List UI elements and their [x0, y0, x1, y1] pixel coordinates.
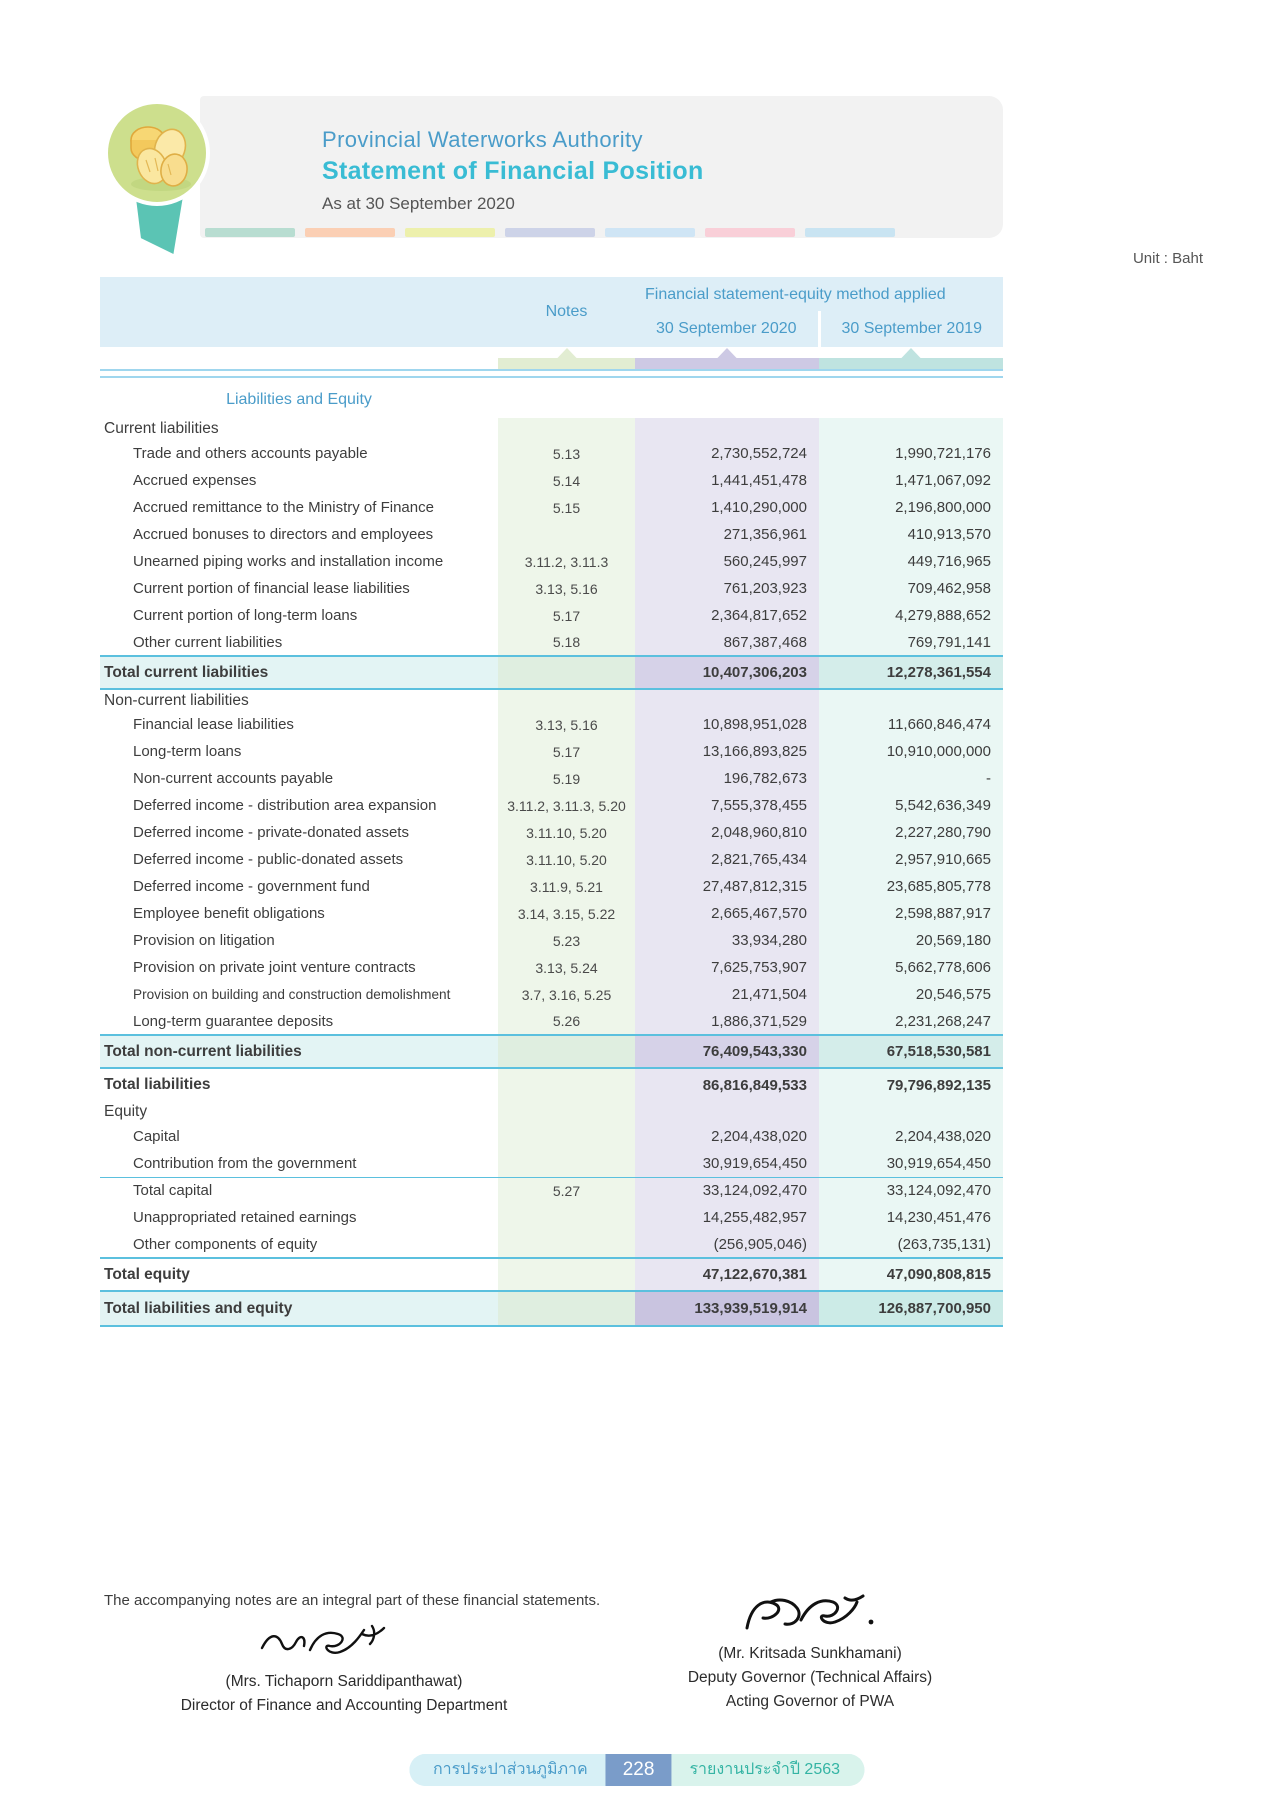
row-value-2020: 271,356,961 [635, 521, 819, 548]
row-notes: 5.14 [498, 467, 635, 494]
table-row [100, 819, 1003, 846]
row-label: Current portion of financial lease liabilities [133, 580, 410, 597]
row-notes: 5.27 [498, 1177, 635, 1204]
row-value-2020: 13,166,893,825 [635, 738, 819, 765]
row-label: Accrued bonuses to directors and employees [133, 526, 434, 543]
total-notes [498, 1258, 635, 1291]
row-notes: 5.17 [498, 738, 635, 765]
row-notes [498, 1204, 635, 1231]
section-title-row [100, 377, 1003, 418]
row-notes: 3.11.10, 5.20 [498, 819, 635, 846]
section-title-notes-pad [498, 377, 635, 418]
row-value-2019: 11,660,846,474 [819, 711, 1003, 738]
total-non-current-liabilities-row [100, 1035, 1003, 1068]
table-row [100, 981, 1003, 1008]
row-notes: 5.19 [498, 765, 635, 792]
total-equity-row [100, 1258, 1003, 1291]
row-value-2020: 14,255,482,957 [635, 1204, 819, 1231]
header-underline-rule [100, 370, 1003, 377]
row-value-2019: (263,735,131) [819, 1231, 1003, 1258]
header-year-2019: 30 September 2019 [819, 311, 1003, 347]
group-heading-v1 [635, 689, 819, 711]
row-label: Deferred income - government fund [133, 878, 370, 895]
row-value-2019: 410,913,570 [819, 521, 1003, 548]
row-value-2020: 196,782,673 [635, 765, 819, 792]
total-value-2020: 86,816,849,533 [635, 1068, 819, 1101]
table-row [100, 602, 1003, 629]
row-label: Deferred income - distribution area expansion [133, 797, 437, 814]
total-notes [498, 656, 635, 689]
table-row [100, 521, 1003, 548]
row-value-2019: 4,279,888,652 [819, 602, 1003, 629]
tab-2020 [635, 347, 819, 370]
row-value-2019: 1,990,721,176 [819, 440, 1003, 467]
row-notes: 3.13, 5.16 [498, 575, 635, 602]
row-value-2019: 23,685,805,778 [819, 873, 1003, 900]
row-label: Unearned piping works and installation income [133, 553, 444, 570]
grand-total-notes [498, 1291, 635, 1326]
financial-position-table [100, 277, 1003, 1327]
table-row [100, 954, 1003, 981]
signature-mark-right [600, 1600, 1020, 1642]
signatory-name-left: (Mrs. Tichaporn Sariddipanthawat) [225, 1673, 463, 1690]
row-value-2019: 20,546,575 [819, 981, 1003, 1008]
row-label: Long-term loans [133, 743, 242, 760]
row-label: Employee benefit obligations [133, 905, 325, 922]
accompanying-notes-text: The accompanying notes are an integral part of these financial statements. [104, 1592, 601, 1609]
statement-date: As at 30 September 2020 [322, 194, 515, 214]
row-label: Non-current accounts payable [133, 770, 334, 787]
row-value-2019: 2,957,910,665 [819, 846, 1003, 873]
total-value-2019: 67,518,530,581 [819, 1035, 1003, 1068]
row-label: Total capital [100, 1177, 498, 1204]
header-tab-shapes [100, 347, 1003, 370]
total-value-2019: 47,090,808,815 [819, 1258, 1003, 1291]
table-header-top [100, 277, 1003, 311]
row-value-2020: 2,204,438,020 [635, 1123, 819, 1150]
table-row [100, 1123, 1003, 1150]
group-heading-v2 [819, 1101, 1003, 1123]
table-row [100, 927, 1003, 954]
row-label: Contribution from the government [133, 1154, 357, 1172]
group-heading-notes [498, 1101, 635, 1123]
row-value-2019: 2,227,280,790 [819, 819, 1003, 846]
group-heading-row [100, 689, 1003, 711]
row-value-2020: 761,203,923 [635, 575, 819, 602]
swatch-6 [705, 228, 795, 237]
total-current-liabilities-row [100, 656, 1003, 689]
grand-total-label: Total liabilities and equity [100, 1291, 498, 1326]
table-row [100, 765, 1003, 792]
row-notes: 3.11.2, 3.11.3, 5.20 [498, 792, 635, 819]
row-value-2020: 2,821,765,434 [635, 846, 819, 873]
total-notes [498, 1035, 635, 1068]
row-value-2020: 2,364,817,652 [635, 602, 819, 629]
table-row [100, 846, 1003, 873]
swatch-7 [805, 228, 895, 237]
row-value-2020: 33,124,092,470 [635, 1177, 819, 1204]
row-notes [498, 1150, 635, 1177]
signature-mark-left [104, 1628, 584, 1670]
organization-name: Provincial Waterworks Authority [322, 127, 643, 152]
row-value-2020: 2,665,467,570 [635, 900, 819, 927]
table-row [100, 1204, 1003, 1231]
row-label: Accrued remittance to the Ministry of Finance [133, 499, 434, 516]
row-value-2020: 7,625,753,907 [635, 954, 819, 981]
row-value-2019: 709,462,958 [819, 575, 1003, 602]
row-notes [498, 1231, 635, 1258]
row-label: Unappropriated retained earnings [133, 1209, 357, 1226]
row-notes: 3.13, 5.24 [498, 954, 635, 981]
row-value-2020: 1,410,290,000 [635, 494, 819, 521]
grand-total-value-2020: 133,939,519,914 [635, 1291, 819, 1326]
table-row [100, 1150, 1003, 1177]
group-heading-v2 [819, 689, 1003, 711]
row-value-2019: 30,919,654,450 [819, 1150, 1003, 1177]
row-notes: 5.13 [498, 440, 635, 467]
document-header [100, 96, 1003, 238]
row-value-2020: 2,048,960,810 [635, 819, 819, 846]
row-label: Provision on litigation [133, 932, 275, 949]
header-group-title: Financial statement-equity method applied [635, 277, 1003, 311]
row-value-2020: 1,441,451,478 [635, 467, 819, 494]
row-notes: 5.15 [498, 494, 635, 521]
row-value-2019: 5,542,636,349 [819, 792, 1003, 819]
pwa-logo-pin [100, 96, 218, 256]
total-value-2019: 12,278,361,554 [819, 656, 1003, 689]
group-heading-notes [498, 689, 635, 711]
row-notes: 5.18 [498, 629, 635, 656]
row-label: Capital [133, 1128, 180, 1145]
row-value-2020: 560,245,997 [635, 548, 819, 575]
row-value-2020: 867,387,468 [635, 629, 819, 656]
row-notes: 3.11.10, 5.20 [498, 846, 635, 873]
table-row [100, 738, 1003, 765]
row-notes: 3.11.9, 5.21 [498, 873, 635, 900]
table-row [100, 711, 1003, 738]
row-value-2019: 769,791,141 [819, 629, 1003, 656]
header-year-2020: 30 September 2020 [635, 311, 819, 347]
total-label: Total non-current liabilities [100, 1035, 498, 1068]
row-label: Current portion of long-term loans [133, 607, 358, 624]
group-heading-notes [498, 418, 635, 440]
table-row [100, 467, 1003, 494]
signatory-name-right: (Mr. Kritsada Sunkhamani) [718, 1645, 902, 1662]
row-value-2019: 2,231,268,247 [819, 1008, 1003, 1035]
row-value-2020: 21,471,504 [635, 981, 819, 1008]
table-row [100, 494, 1003, 521]
group-heading-v1 [635, 1101, 819, 1123]
row-label: Accrued expenses [133, 472, 257, 489]
row-notes [498, 1123, 635, 1150]
section-title: Liabilities and Equity [226, 391, 372, 408]
signatory-title-right-1: Deputy Governor (Technical Affairs) [687, 1669, 933, 1687]
blue-double-rule [100, 370, 1003, 377]
tab-blank [100, 347, 498, 370]
page-footer-pill [409, 1754, 864, 1786]
signatory-title-left: Director of Finance and Accounting Department [180, 1697, 508, 1715]
unit-label: Unit : Baht [1132, 250, 1203, 267]
row-value-2019: 5,662,778,606 [819, 954, 1003, 981]
row-label: Other components of equity [133, 1235, 318, 1253]
section-title-v2-pad [819, 377, 1003, 418]
table-row [100, 1231, 1003, 1258]
row-label: Trade and others accounts payable [133, 445, 368, 462]
row-value-2020: 33,934,280 [635, 927, 819, 954]
row-value-2019: 10,910,000,000 [819, 738, 1003, 765]
header-blank-cell [100, 277, 498, 347]
header-notes: Notes [498, 277, 635, 347]
row-notes [498, 521, 635, 548]
tab-notes [498, 347, 635, 370]
table-row [100, 873, 1003, 900]
table-row [100, 440, 1003, 467]
row-value-2019: 33,124,092,470 [819, 1177, 1003, 1204]
row-value-2019: 2,196,800,000 [819, 494, 1003, 521]
group-heading-row [100, 418, 1003, 440]
row-value-2019: 2,598,887,917 [819, 900, 1003, 927]
color-swatch-row [205, 228, 895, 237]
swatch-1 [205, 228, 295, 237]
footer-org-thai: การประปาส่วนภูมิภาค [409, 1754, 606, 1786]
row-notes: 3.13, 5.16 [498, 711, 635, 738]
row-value-2019: 449,716,965 [819, 548, 1003, 575]
swatch-5 [605, 228, 695, 237]
total-liabilities-row [100, 1068, 1003, 1101]
total-value-2020: 47,122,670,381 [635, 1258, 819, 1291]
signature-block-left [104, 1628, 584, 1718]
table-row [100, 548, 1003, 575]
group-heading-non-current-liabilities: Non-current liabilities [104, 691, 249, 709]
row-label: Provision on building and construction demolishment [133, 987, 451, 1002]
row-label: Deferred income - public-donated assets [133, 851, 404, 868]
swatch-3 [405, 228, 495, 237]
signature-block-right [600, 1600, 1020, 1714]
row-label: Other current liabilities [133, 633, 283, 651]
total-value-2019: 79,796,892,135 [819, 1068, 1003, 1101]
row-notes: 3.7, 3.16, 5.25 [498, 981, 635, 1008]
group-heading-row [100, 1101, 1003, 1123]
row-value-2020: 30,919,654,450 [635, 1150, 819, 1177]
total-label: Total liabilities [104, 1076, 211, 1093]
row-value-2020: 2,730,552,724 [635, 440, 819, 467]
page-number: 228 [606, 1754, 672, 1786]
group-heading-v1 [635, 418, 819, 440]
group-heading-current-liabilities: Current liabilities [104, 420, 219, 437]
total-value-2020: 76,409,543,330 [635, 1035, 819, 1068]
table-row [100, 1008, 1003, 1035]
swatch-4 [505, 228, 595, 237]
swatch-2 [305, 228, 395, 237]
row-value-2019: 14,230,451,476 [819, 1204, 1003, 1231]
row-label: Provision on private joint venture contracts [133, 959, 416, 976]
row-value-2020: 27,487,812,315 [635, 873, 819, 900]
row-value-2019: - [819, 765, 1003, 792]
row-value-2020: 1,886,371,529 [635, 1008, 819, 1035]
signatory-title-right-2: Acting Governor of PWA [725, 1693, 895, 1711]
table-row [100, 629, 1003, 656]
coins-icon [104, 100, 210, 206]
row-notes: 5.23 [498, 927, 635, 954]
row-notes: 3.11.2, 3.11.3 [498, 548, 635, 575]
section-title-v1-pad [635, 377, 819, 418]
row-label: Long-term guarantee deposits [133, 1012, 334, 1030]
total-value-2020: 10,407,306,203 [635, 656, 819, 689]
table-row [100, 575, 1003, 602]
total-label: Total equity [100, 1258, 498, 1291]
table-row [100, 900, 1003, 927]
row-value-2020: 7,555,378,455 [635, 792, 819, 819]
total-label: Total current liabilities [100, 656, 498, 689]
group-heading-equity: Equity [104, 1103, 148, 1120]
row-value-2019: 2,204,438,020 [819, 1123, 1003, 1150]
row-notes: 3.14, 3.15, 5.22 [498, 900, 635, 927]
row-notes: 5.17 [498, 602, 635, 629]
page-title: Statement of Financial Position [322, 156, 704, 185]
row-value-2019: 1,471,067,092 [819, 467, 1003, 494]
row-label: Financial lease liabilities [133, 716, 294, 733]
grand-total-row [100, 1291, 1003, 1326]
table-row [100, 1177, 1003, 1204]
group-heading-v2 [819, 418, 1003, 440]
row-notes: 5.26 [498, 1008, 635, 1035]
footer-report-thai: รายงานประจำปี 2563 [671, 1754, 864, 1786]
row-value-2020: 10,898,951,028 [635, 711, 819, 738]
table-row [100, 792, 1003, 819]
row-label: Deferred income - private-donated assets [133, 824, 409, 841]
tab-2019 [819, 347, 1003, 370]
total-notes [498, 1068, 635, 1101]
grand-total-value-2019: 126,887,700,950 [819, 1291, 1003, 1326]
row-value-2020: (256,905,046) [635, 1231, 819, 1258]
row-value-2019: 20,569,180 [819, 927, 1003, 954]
